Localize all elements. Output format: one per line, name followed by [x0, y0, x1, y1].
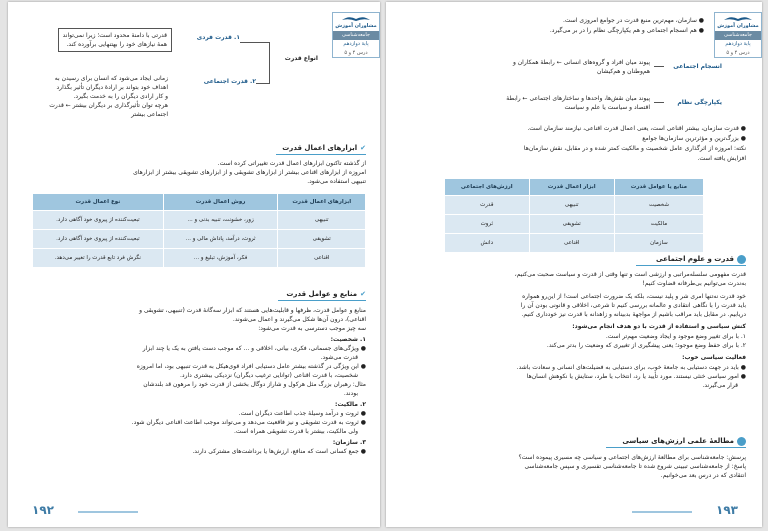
sources-text: شخصیت، با قدرت اقناعی (توانایی ترغیب دیگران) نزدیکی بیشتری دارد. — [180, 372, 358, 379]
science-text: ● امور سیاسی خنثی نیستند. مورد تأیید یا رد، انتخاب یا طرد، ستایش یا نکوهش انسان‌ها — [526, 373, 746, 380]
page-number: ۱۹۳ — [716, 503, 738, 517]
individual-power-box — [58, 28, 172, 52]
sources-text: ● ثروت و درآمد وسیلهٔ جذب اطاعت دیگران است. — [238, 410, 366, 417]
page-number: ۱۹۲ — [32, 503, 54, 517]
sources-text: ۱. شخصیت: — [330, 336, 366, 343]
sources-text: ● این ویژگی در گذشته بیشتر عامل دستیابی افراد قوی‌هیکل به قدرت تنبیهی بود، اما امروزه — [136, 363, 366, 370]
cohesion-line: پیوند میان افراد و گروه‌های انسانی ← رابطهٔ همکاران و — [512, 59, 650, 66]
science-text: دریابیم. در مقابل باید مراقب باشیم از مواجههٔ بدبینانه و زاهدانه با قدرت نیز خودداری کنیم. — [521, 311, 746, 318]
table-cell: زور، خشونت، تنبیه بدنی و ... — [163, 211, 278, 230]
right-page — [386, 2, 762, 527]
science-text: ۲. با برای حفظ وضع موجود؛ یعنی پیشگیری از تغییری که وضعیت را بدتر می‌کند. — [546, 342, 746, 349]
sources-text: اقناعی)، درون آن‌ها شکل می‌گیرند و اعمال می‌شوند. — [232, 316, 366, 323]
logo-lesson: درس ۴ و ۵ — [344, 50, 368, 56]
sources-heading — [286, 289, 366, 299]
sources-text: ● ویژگی‌های جسمانی، فکری، بیانی، اخلاقی و ... که موجب دست یافتن به یک یا چند ابزار — [142, 345, 366, 352]
power-type-social: ۲. قدرت اجتماعی — [203, 78, 256, 85]
right-logo-box — [714, 12, 762, 58]
social-desc-line: و کار ارادی دیگران را به خدمت بگیرد. — [73, 93, 168, 100]
logo-subject: جامعه‌شناسی — [333, 31, 379, 40]
table-cell: تشویقی — [529, 215, 614, 234]
table-header: نوع اعمال قدرت — [33, 194, 164, 211]
science-text: ۱. با برای تغییر وضع موجود و ایجاد وضعیت مهم‌تر است. — [605, 333, 746, 340]
top-bullet: ● سازمان، مهم‌ترین منبع قدرت در جوامع امروزی است. — [562, 17, 704, 24]
table-cell: اقناعی — [529, 234, 614, 253]
section-bullet-icon — [737, 437, 746, 446]
social-desc-line: اهداف خود بتواند بر ارادهٔ دیگران تأثیر بگذارد — [56, 84, 168, 91]
tools-heading-text: ابزارهای اعمال قدرت — [282, 144, 358, 152]
values-heading — [622, 436, 746, 446]
science-text: ● باید در جهت دستیابی به جامعهٔ خوب، برای دستیابی به فضیلت‌های انسانی و سعادت باشد. — [516, 364, 746, 371]
table-header: ارزش‌های اجتماعی — [445, 179, 530, 196]
table-cell: تشویقی — [278, 230, 366, 249]
sources-text: ۲. مالکیت: — [335, 401, 366, 408]
table-row — [33, 211, 366, 230]
table-row — [445, 196, 704, 215]
science-heading — [656, 254, 746, 264]
cohesion-arrow — [654, 66, 664, 67]
note-text: نکته: امروزه از اثرگذاری عامل شخصیت و مالکیت کمتر شده و در مقابل، نقش سازمان‌ها — [523, 145, 746, 152]
science-text: باید قدرت را با نگاهی انتقادی و عالمانه بررسی کنیم تا شرعی، اخلاقی و قانونی بودن آن را — [520, 302, 746, 309]
sources-text: منابع و عوامل قدرت، ظرفها و قابلیت‌هایی هستند که ابزار سه‌گانهٔ قدرت (تنبیهی، تشویقی و — [139, 307, 366, 314]
more-bullet: ● قدرت سازمان، بیشتر اقناعی است، یعنی اعمال قدرت اقناعی، نیازمند سازمان است. — [527, 125, 746, 132]
tools-text: امروزه از ابزارهای اقناعی بیشتر از ابزارهای تشویقی و از ابزارهای تشویقی بیشتر از ابزارهای — [133, 169, 366, 176]
note-text: افزایش یافته است. — [697, 155, 746, 162]
sources-text: مثال: رهبران بزرگ مثل هرکول و شاراز دوگال بخشی از قدرت خود را مرهون قد بلندشان — [143, 381, 366, 388]
tools-heading-underline — [276, 154, 366, 155]
sources-text: بودند. — [343, 390, 358, 397]
table-header: روش اعمال قدرت — [163, 194, 278, 211]
table-row — [33, 230, 366, 249]
check-icon: ✔ — [360, 144, 366, 152]
power-types-label: انواع قدرت — [284, 55, 318, 62]
table-row — [445, 215, 704, 234]
table-row — [445, 234, 704, 253]
integration-line: اقتصاد و سیاست یا علم و سیاست — [564, 104, 650, 111]
social-desc-line: زمانی ایجاد می‌شود که انسان برای رسیدن به — [54, 75, 168, 82]
left-logo — [333, 13, 379, 31]
science-text: قدرت مفهومی سلسله‌مراتبی و ارزشی است و تنها وقتی از قدرت و سیاست صحبت می‌کنیم، — [514, 271, 746, 278]
social-desc-line: اجتماعی بیشتر — [131, 111, 168, 118]
bracket-bottom — [256, 83, 270, 84]
science-text: فعالیت سیاسی خوب: — [682, 354, 746, 361]
sources-text: ● ثروت به قدرت تشویقی و نیز فاقعیت می‌دهد و می‌تواند موجب اطاعت اقناعی دیگران شود. — [131, 419, 366, 426]
values-text: پاسخ: از جامعه‌شناسی تبیینی شروع شده تا جامعه‌شناسی تفسیری و سپس جامعه‌شناسی — [524, 463, 746, 470]
integration-label: یکپارچگی نظام — [677, 99, 722, 106]
table-cell: تبعیت‌کننده از پیروی خود آگاهی دارد. — [33, 230, 164, 249]
social-desc-line: هرچه توان تأثیرگذاری بر دیگران بیشتر ← قدرت — [49, 102, 168, 109]
check-icon: ✔ — [360, 290, 366, 298]
values-heading-underline — [606, 447, 746, 448]
science-text: به‌ندرت می‌توانیم بی‌طرفانه قضاوت کنیم! — [642, 280, 746, 287]
table-cell: تنبیهی — [278, 211, 366, 230]
science-text: قرار می‌گیرند. — [702, 382, 738, 389]
top-bullet: ● هم انسجام اجتماعی و هم یکپارچگی نظام را در بر می‌گیرد. — [549, 27, 704, 34]
sources-text: ● جمع کسانی است که منافع، ارزش‌ها یا برداشت‌های مشترکی دارند. — [192, 448, 366, 455]
integration-arrow — [654, 102, 664, 103]
bird-logo-icon — [723, 15, 753, 23]
table-cell: قدرت — [445, 196, 530, 215]
table-cell: سازمان — [614, 234, 703, 253]
table-cell: ثروت — [445, 215, 530, 234]
table-cell: شخصیت — [614, 196, 703, 215]
logo-grade: پایهٔ دوازدهم — [715, 40, 761, 49]
left-logo-box — [332, 12, 380, 58]
table-header: ابزارهای اعمال قدرت — [278, 194, 366, 211]
table-cell: اقناعی — [278, 249, 366, 268]
table-cell: نگرش فرد تابع قدرت را تغییر می‌دهد. — [33, 249, 164, 268]
logo-brand: مشاوران آموزش — [335, 23, 377, 29]
footer-decoration — [632, 511, 692, 513]
logo-subject: جامعه‌شناسی — [715, 31, 761, 40]
table-cell: ثروت، درآمد، پاداش مالی و ... — [163, 230, 278, 249]
tools-heading — [282, 143, 366, 153]
section-bullet-icon — [737, 255, 746, 264]
tools-table — [32, 193, 366, 268]
table-cell: دانش — [445, 234, 530, 253]
sources-heading-text: منابع و عوامل قدرت — [286, 290, 358, 298]
more-bullet: ● بزرگ‌ترین و مؤثرترین سازمان‌ها جوامع — [642, 135, 746, 142]
values-text: پرسش: جامعه‌شناسی برای مطالعهٔ ارزش‌های اجتماعی و سیاسی چه مسیری پیموده است؟ — [518, 454, 746, 461]
sources-text: قدرت می‌شود. — [320, 354, 358, 361]
bracket-top — [240, 42, 270, 43]
tools-text: از گذشته تاکنون ابزارهای اعمال قدرت تغییراتی کرده است. — [217, 160, 366, 167]
science-text: کنش سیاسی و استفاده از قدرت با دو هدف انجام می‌شود: — [572, 323, 746, 330]
power-type-individual: ۱. قدرت فردی — [196, 34, 240, 41]
table-header: منابع یا عوامل قدرت — [614, 179, 703, 196]
cohesion-label: انسجام اجتماعی — [673, 63, 722, 70]
table-cell: تنبیهی — [529, 196, 614, 215]
bracket-line — [269, 42, 270, 84]
table-cell: مالکیت — [614, 215, 703, 234]
cohesion-line: هم‌وطنان و هم‌کیشان — [597, 68, 650, 75]
table-cell: تبعیت‌کننده از پیروی خود آگاهی دارد. — [33, 211, 164, 230]
right-logo — [715, 13, 761, 31]
left-page — [8, 2, 380, 527]
footer-decoration — [78, 511, 138, 513]
logo-brand: مشاوران آموزش — [717, 23, 759, 29]
science-heading-text: قدرت و علوم اجتماعی — [656, 255, 734, 263]
integration-line: پیوند میان نقش‌ها، واحدها و ساختارهای اجتماعی ← رابطهٔ — [506, 95, 650, 102]
table-row — [33, 249, 366, 268]
bird-logo-icon — [341, 15, 371, 23]
science-text: خود قدرت نه‌تنها امری شر و پلید نیست، بلکه یک ضرورت اجتماعی است! از این‌رو همواره — [522, 293, 746, 300]
logo-grade: پایهٔ دوازدهم — [333, 40, 379, 49]
sources-text: ولی مالکیت، بیشتر با قدرت تشویقی همراه است. — [234, 428, 358, 435]
individual-desc-line: همهٔ نیازهای خود را بهتنهایی برآورده کند. — [66, 41, 167, 48]
sources-heading-underline — [278, 300, 366, 301]
individual-desc-line: قدرتی با دامنهٔ محدود است؛ زیرا نمی‌تواند — [62, 32, 167, 39]
sources-table — [444, 178, 704, 253]
logo-lesson: درس ۴ و ۵ — [726, 50, 750, 56]
sources-text: ۳. سازمان: — [332, 439, 366, 446]
values-text: انتقادی که در درس بعد می‌خوانیم. — [660, 472, 746, 479]
science-heading-underline — [636, 265, 746, 266]
tools-text: تنبیهی استفاده می‌شود. — [307, 178, 366, 185]
sources-text: سه چیز موجب دسترسی به قدرت می‌شود: — [258, 325, 366, 332]
values-heading-text: مطالعهٔ علمی ارزش‌های سیاسی — [622, 437, 734, 445]
table-cell: فکر، آموزش، تبلیغ و ... — [163, 249, 278, 268]
table-header: ابزار اعمال قدرت — [529, 179, 614, 196]
